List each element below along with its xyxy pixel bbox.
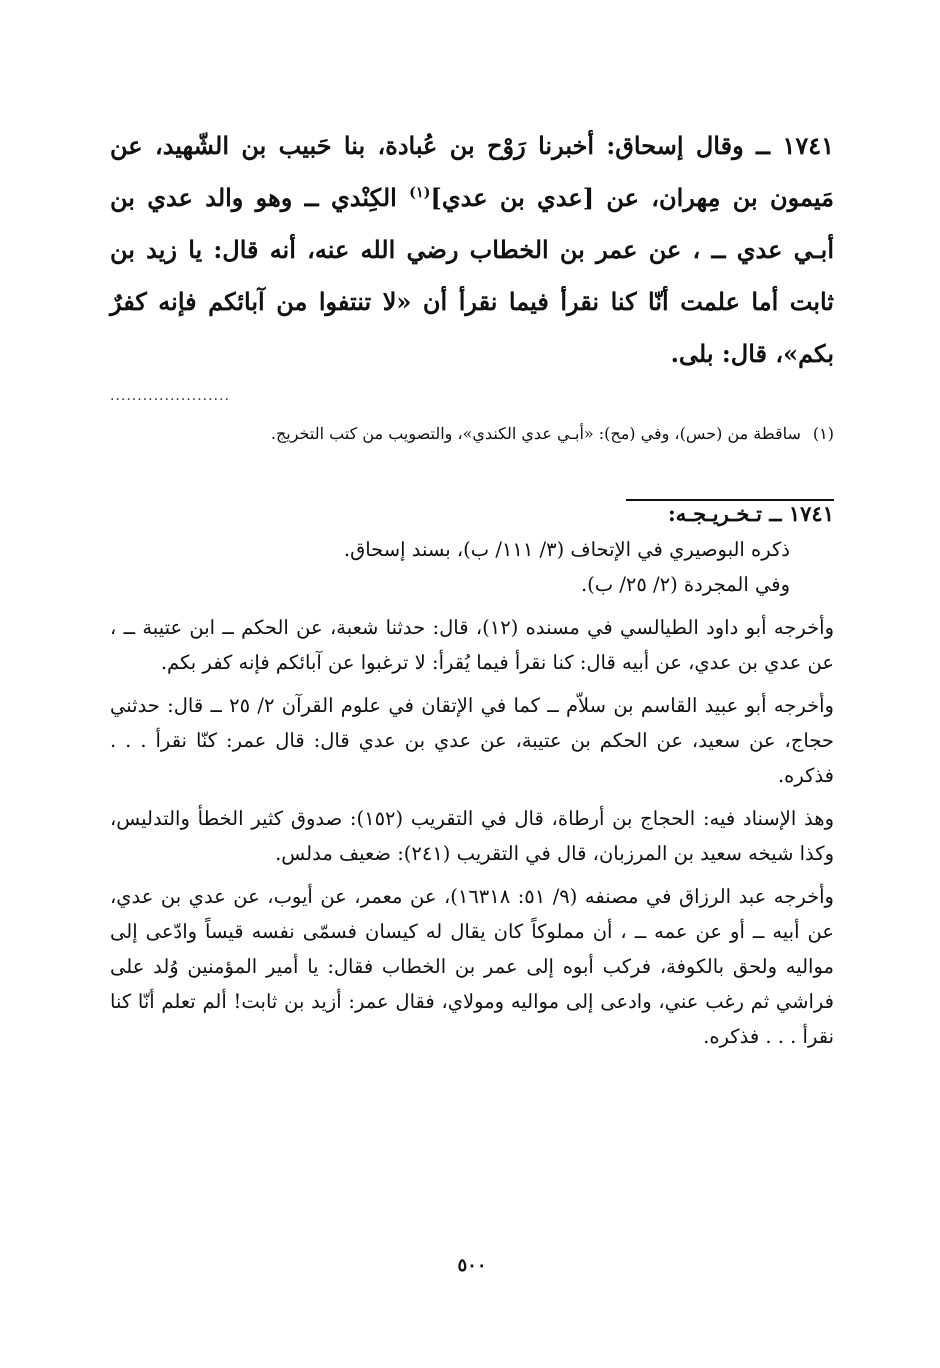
- separator-dots: ......................: [110, 388, 230, 404]
- takhrij-line-2: وفي المجردة (٢/ ٢٥/ ب).: [580, 573, 790, 596]
- footnote-number: (١): [812, 424, 834, 443]
- hadith-paragraph: [110, 120, 834, 380]
- hadith-text: [110, 120, 834, 380]
- book-page: [110, 0, 834, 1368]
- hadith-paragraph-start: ١٧٤١ ــ وقال إسحاق: أخبرنا رَوْح بن عُبادة، بنا حَبيب بن الشّهيد، عن مَيمون بن مِهران، عن [عدي بن عدي]: [110, 131, 834, 212]
- takhrij-paragraph-3: وهذ الإسناد فيه: الحجاج بن أرطاة، قال في التقريب (١٥٢): صدوق كثير الخطأ والتدليس، وكذا شيخه سعيد بن المرزبان، قال في التقريب (٢٤١): ضعيف مدلس.: [110, 807, 834, 865]
- takhrij-line-1: ذكره البوصيري في الإتحاف (٣/ ١١١/ ب)، بسند إسحاق.: [343, 538, 790, 561]
- takhrij-paragraph-1: وأخرجه أبو داود الطيالسي في مسنده (١٢)، قال: حدثنا شعبة، عن الحكم ــ ابن عتيبة ــ ، عن عدي بن عدي، عن أبيه قال: كنا نقرأ فيما يُقرأ: لا ترغبوا عن آبائكم فإنه كفر بكم.: [110, 616, 834, 674]
- takhrij-heading: ١٧٤١ ــ تـخـريـجـه:: [667, 501, 834, 526]
- footnote-reference[interactable]: (١): [409, 184, 431, 201]
- page-number: ٥٠٠: [457, 1255, 487, 1276]
- footnote: [110, 420, 834, 448]
- footnote-text: ساقطة من (حس)، وفي (مح): «أبـي عدي الكندي»، والتصويب من كتب التخريج.: [270, 424, 801, 443]
- takhrij-paragraph-2: وأخرجه أبو عبيد القاسم بن سلاّم ــ كما في الإتقان في علوم القرآن ٢/ ٢٥ ــ قال: حدثني حجاج، عن سعيد، عن الحكم بن عتيبة، عن عدي بن عدي قال: قال عمر: كنّا نقرأ . . . فذكره.: [110, 694, 834, 787]
- takhrij-paragraph-4: وأخرجه عبد الرزاق في مصنفه (٩/ ٥١: ١٦٣١٨)، عن معمر، عن أيوب، عن عدي بن عدي، عن أبيه ــ أو عن عمه ــ ، أن مملوكاً كان يقال له كيسان فسمّى نفسه قيساً وادّعى إلى مواليه ولحق بالكوفة، فركب أبوه إلى عمر بن الخطاب فقال: يا أمير المؤمنين وُلد على فراشي ثم رغب عني، وادعى إلى مواليه ومولاي، فقال عمر: أزيد بن ثابت! ألم تعلم أنّا كنا نقرأ . . . فذكره.: [110, 885, 834, 1048]
- hadith-paragraph-rest: الكِنْدي ــ وهو والد عدي بن أبـي عدي ــ ، عن عمر بن الخطاب رضي الله عنه، أنه قال: يا زيد بن ثابت أما علمت أنّا كنا نقرأ فيما نقرأ أن «لا تنتفوا من آبائكم فإنه كفرٌ بكم»، قال: بلى.: [110, 183, 834, 368]
- takhrij-section: [110, 496, 834, 1054]
